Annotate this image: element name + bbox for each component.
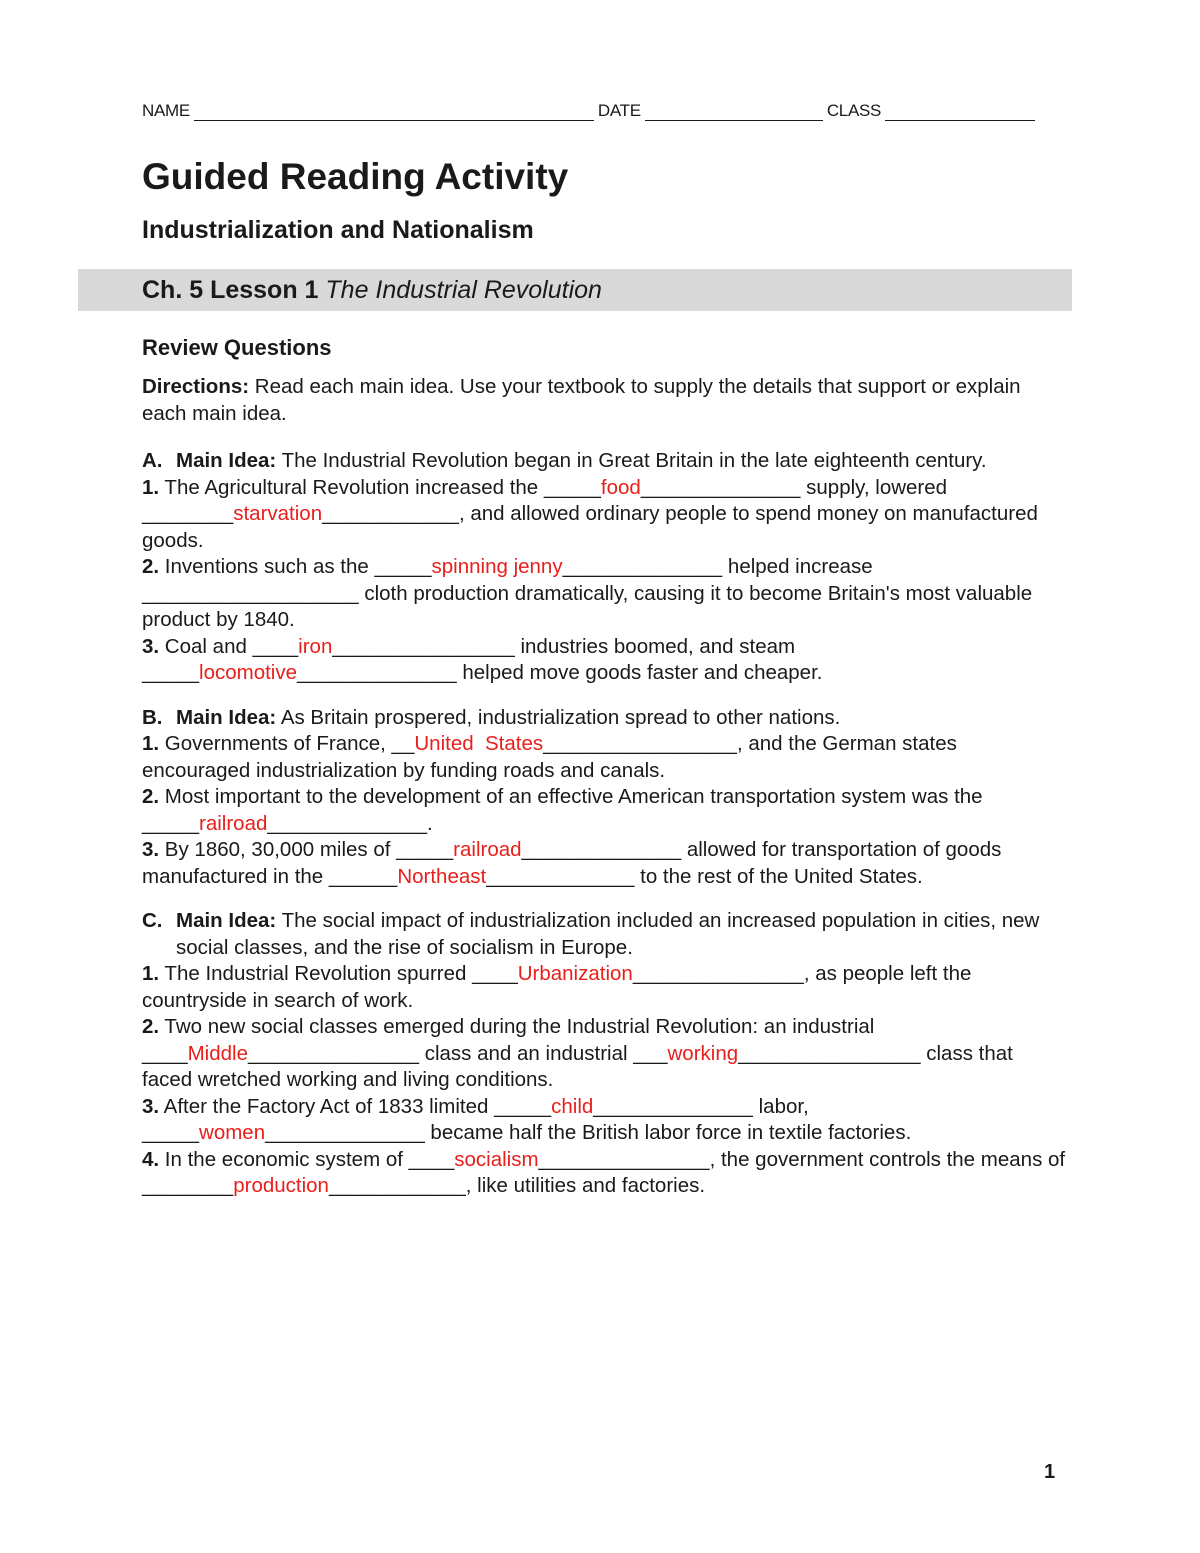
answer-blank[interactable]: _____locomotive______________ [142,661,457,684]
page-number: 1 [1044,1461,1056,1483]
class-label: CLASS [826,101,882,120]
answer-blank[interactable]: ______Northeast_____________ [328,864,635,888]
question-text: In the economic system of [159,1147,409,1171]
question-text: class that faced wretched working and living conditions. [142,1041,1013,1091]
question-number: 4. [142,1147,160,1171]
question-c2 [142,1014,1067,1094]
answer-blank-empty[interactable]: ___________________ [142,581,359,605]
answer-blank[interactable]: ____Urbanization_______________ [472,962,804,985]
worksheet-content [142,374,1067,1218]
answer-blank[interactable]: _____railroad______________ [396,838,682,861]
main-idea-b [142,705,1067,732]
lesson-chapter: Ch. 5 Lesson 1 [142,276,319,304]
question-text: supply, lowered [800,475,948,499]
question-c1 [142,961,1067,1014]
main-idea-a [142,448,1067,475]
answer-blank[interactable]: ____socialism_______________ [408,1147,710,1171]
answer-text: production [233,1174,329,1197]
main-idea-label: Main Idea: [176,909,277,932]
answer-blank[interactable]: ___working________________ [633,1041,921,1065]
question-text: , like utilities and factories. [465,1174,706,1197]
question-text: Coal and [159,634,253,658]
answer-blank[interactable]: _____child______________ [494,1094,753,1118]
question-text: helped move goods faster and cheaper. [456,661,823,684]
question-number: 1. [142,962,160,985]
question-a2 [142,554,1067,634]
question-text: , as people left the countryside in search of work. [142,962,972,1012]
question-number: 1. [142,732,160,755]
lesson-heading [142,276,602,305]
question-b1 [142,731,1067,784]
main-idea-label: Main Idea: [176,705,277,729]
answer-blank[interactable]: _____spinning jenny______________ [374,555,723,578]
section-a [142,448,1067,687]
name-label: NAME [142,101,190,120]
directions [142,374,1067,427]
answer-blank[interactable]: _____food______________ [543,475,801,499]
question-text: helped increase [722,555,873,578]
section-letter: B. [142,705,163,729]
answer-text: locomotive [199,661,298,684]
question-number: 1. [142,475,160,499]
section-b [142,705,1067,891]
page-subtitle: Industrialization and Nationalism [142,216,534,244]
question-text: became half the British labor force in textile factories. [424,1121,912,1144]
lesson-name: The Industrial Revolution [325,276,602,304]
question-text: to the rest of the United States. [634,864,923,888]
question-text: allowed for transportation of goods manufactured in the [142,838,1002,888]
name-field[interactable] [194,100,594,121]
question-text: , and the German states encouraged industrialization by funding roads and canals. [142,732,957,782]
section-c [142,908,1067,1200]
class-field[interactable] [885,100,1035,121]
answer-text: working [667,1041,739,1065]
question-number: 3. [142,634,160,658]
question-b2 [142,784,1067,837]
review-questions-heading: Review Questions [142,335,332,360]
question-text: Inventions such as the [159,555,375,578]
answer-text: child [551,1094,594,1118]
question-text: After the Factory Act of 1833 limited [159,1094,495,1118]
directions-label: Directions: [142,375,250,398]
answer-text: starvation [233,502,323,525]
question-text: Two new social classes emerged during the Industrial Revolution: an industrial [159,1015,875,1038]
main-idea-text: As Britain prospered, industrialization spread to other nations. [276,705,841,729]
answer-text: railroad [453,838,522,861]
answer-text: railroad [199,811,268,835]
question-text: Most important to the development of an effective American transportation system was the [159,785,983,808]
question-number: 3. [142,838,160,861]
answer-text: Middle [187,1041,248,1065]
question-text: The Agricultural Revolution increased the [159,475,544,499]
answer-text: spinning jenny [431,555,563,578]
question-b3 [142,837,1067,890]
question-text: The Industrial Revolution spurred [159,962,473,985]
date-label: DATE [597,101,641,120]
question-text: class and an industrial [419,1041,634,1065]
question-number: 2. [142,785,160,808]
answer-blank[interactable]: ________starvation____________ [142,502,459,525]
answer-blank[interactable]: _____railroad______________ [142,811,428,835]
main-idea-c [142,908,1067,961]
page-title: Guided Reading Activity [142,156,569,197]
section-letter: C. [142,909,163,932]
date-field[interactable] [645,100,823,121]
main-idea-label: Main Idea: [176,449,277,472]
answer-text: Northeast [397,864,487,888]
question-c4 [142,1147,1067,1200]
header-fields [142,100,1072,121]
question-text: labor, [752,1094,809,1118]
question-text: By 1860, 30,000 miles of [159,838,397,861]
answer-text: Urbanization [517,962,633,985]
question-number: 2. [142,555,160,578]
question-text: industries boomed, and steam [514,634,796,658]
main-idea-text: The social impact of industrialization included an increased population in cities, new social classes, and the rise of socialism in Europe. [176,909,1040,959]
answer-text: iron [298,634,333,658]
answer-blank[interactable]: _____women______________ [142,1121,425,1144]
section-letter: A. [142,449,163,472]
answer-text: socialism [454,1147,539,1171]
answer-text: food [600,475,641,499]
question-text: cloth production dramatically, causing it to become Britain's most valuable product by 1840. [142,581,1033,631]
answer-blank[interactable]: __United States_________________ [391,732,737,755]
question-number: 2. [142,1015,160,1038]
question-text: . [427,811,433,835]
main-idea-text: The Industrial Revolution began in Great Britain in the late eighteenth century. [276,449,987,472]
question-a1 [142,475,1067,555]
answer-blank[interactable]: ____Middle_______________ [142,1041,420,1065]
answer-text: women [199,1121,266,1144]
answer-blank[interactable]: ____iron________________ [252,634,515,658]
directions-text: Read each main idea. Use your textbook to supply the details that support or explain each main idea. [142,375,1021,425]
question-number: 3. [142,1094,160,1118]
question-a3 [142,634,1067,687]
answer-text: United States [414,732,544,755]
question-text: , the government controls the means of [709,1147,1066,1171]
answer-blank[interactable]: ________production____________ [142,1174,466,1197]
question-c3 [142,1094,1067,1147]
question-text: , and allowed ordinary people to spend money on manufactured goods. [142,502,1038,552]
question-text: Governments of France, [159,732,392,755]
